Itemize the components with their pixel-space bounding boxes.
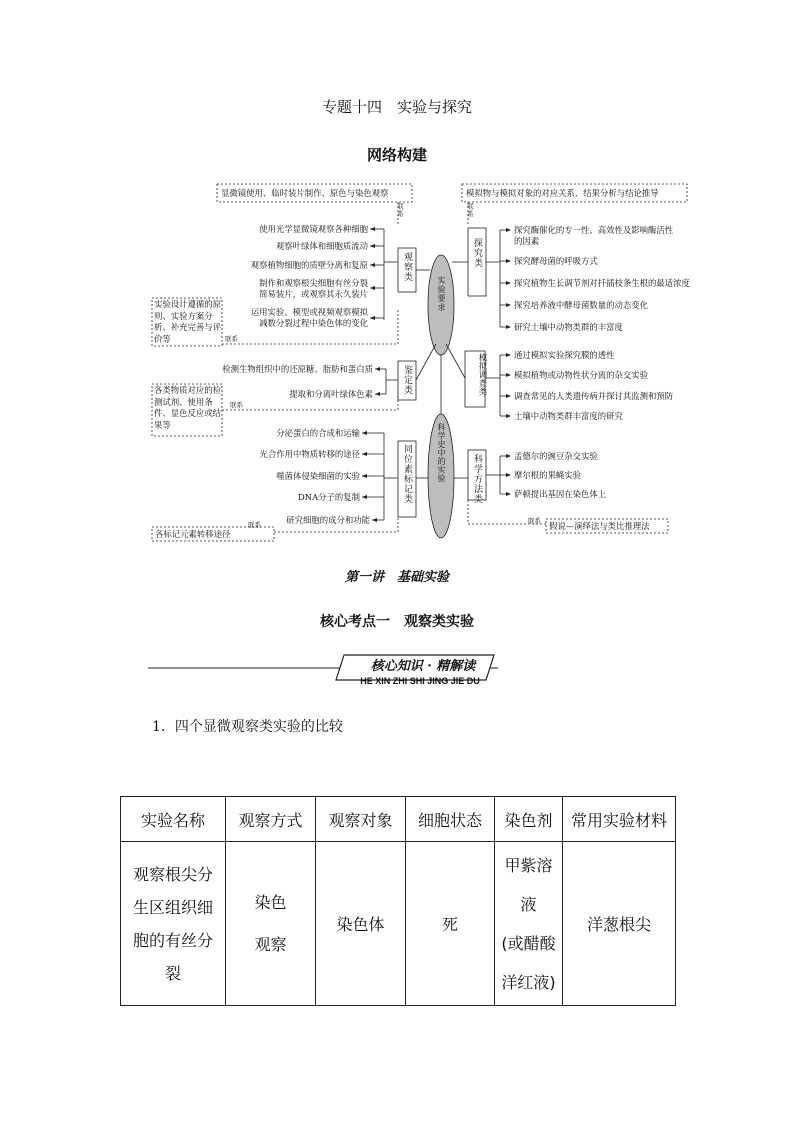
cell-line: 裂 xyxy=(164,963,181,983)
isotope-item: 噬菌体侵染细菌的实验 xyxy=(276,471,360,481)
observe-item: 制作和观察根尖细胞有丝分裂 xyxy=(259,278,368,288)
cell-observe-method xyxy=(226,842,316,1006)
cell-dye xyxy=(495,842,563,1006)
comparison-table xyxy=(120,796,676,1006)
observe-item: 减数分裂过程中染色体的变化 xyxy=(259,318,368,328)
left-note-design: 实验设计遵循的原则、实验方案分析、补充完善与评价等 xyxy=(154,299,221,344)
cell-observe-object: 染色体 xyxy=(316,842,406,1006)
table-header: 染色剂 xyxy=(495,797,563,842)
cell-line: 观察根尖分 xyxy=(132,864,213,884)
observe-item: 使用光学显微镜观察各种细胞 xyxy=(259,224,368,234)
table-header-row xyxy=(121,797,676,842)
isotope-item: DNA分子的复制 xyxy=(298,492,360,502)
model-item: 通过模拟实验探究膜的透性 xyxy=(514,350,615,360)
method-item: 孟德尔的豌豆杂交实验 xyxy=(514,451,598,461)
category-isotope: 同位素标记类 xyxy=(402,444,412,504)
category-observe: 观察类 xyxy=(402,252,412,282)
cell-line: 液 xyxy=(520,894,537,914)
model-item: 土壤中动物类群丰富度的研究 xyxy=(514,411,623,421)
method-item: 萨顿提出基因在染色体上 xyxy=(514,489,607,499)
table-header: 常用实验材料 xyxy=(563,797,676,842)
category-model: 模拟调查类 xyxy=(477,353,487,396)
cell-line: 甲紫溶 xyxy=(504,855,553,875)
cell-line: 胞的有丝分 xyxy=(132,930,213,950)
isotope-item: 研究细胞的成分和功能 xyxy=(286,515,370,525)
explore-item: 探究植物生长调节剂对扦插枝条生根的最适浓度 xyxy=(514,278,690,288)
network-heading: 网络构建 xyxy=(366,146,427,164)
table-header: 细胞状态 xyxy=(406,797,495,842)
core-point-heading: 核心考点一 观察类实验 xyxy=(320,614,474,630)
isotope-item: 分泌蛋白的合成和运输 xyxy=(276,428,360,438)
link-label: 联系 xyxy=(225,335,238,343)
table-header: 观察方式 xyxy=(226,797,316,842)
cell-cell-state: 死 xyxy=(406,842,495,1006)
cell-material: 洋葱根尖 xyxy=(563,842,676,1006)
category-method: 科学方法类 xyxy=(472,454,482,504)
observe-item: 观察叶绿体和细胞质流动 xyxy=(275,241,368,251)
identify-item: 提取和分离叶绿体色素 xyxy=(289,389,373,399)
cell-experiment-name xyxy=(121,842,226,1006)
model-item: 模拟植物或动物性状分离的杂交实验 xyxy=(514,370,648,380)
observe-item: 简易装片，或观察其永久装片 xyxy=(259,289,368,299)
explore-item: 探究培养液中酵母菌数量的动态变化 xyxy=(514,300,648,310)
explore-item: 的因素 xyxy=(514,236,540,246)
link-label: 联系 xyxy=(466,203,474,218)
page-title: 专题十四 实验与探究 xyxy=(321,98,472,116)
identify-item: 检测生物组织中的还原糖、脂肪和蛋白质 xyxy=(222,364,373,374)
isotope-item: 光合作用中物质转移的途径 xyxy=(259,449,360,459)
section-heading: 1．四个显微观察类实验的比较 xyxy=(152,719,343,735)
category-identify: 鉴定类 xyxy=(402,365,412,395)
link-label: 联系 xyxy=(528,517,541,525)
cell-line: (或醋酸 xyxy=(501,933,556,953)
observe-item: 观察植物细胞的质壁分离和复原 xyxy=(250,260,368,270)
center-label-bottom: 科学史中的实验 xyxy=(437,423,446,483)
left-note-isotope: 各标记元素转移途径 xyxy=(155,529,231,539)
model-item: 调查常见的人类遗传病并探讨其监测和预防 xyxy=(514,391,674,401)
banner-title: 核心知识 · 精解读 xyxy=(370,659,476,674)
category-explore: 探究类 xyxy=(472,238,482,268)
method-item: 摩尔根的果蝇实验 xyxy=(514,470,581,480)
explore-item: 研究土壤中动物类群的丰富度 xyxy=(514,322,623,332)
box-top-left-text: 显微镜使用、临时装片制作、原色与染色观察 xyxy=(221,188,389,198)
table-row xyxy=(121,842,676,1006)
observe-item: 运用实验、模型或视频观察模拟 xyxy=(250,307,368,317)
link-label: 联系 xyxy=(396,203,404,218)
table-header: 观察对象 xyxy=(316,797,406,842)
center-label-top: 实验要求 xyxy=(437,276,446,312)
banner-pinyin: HE XIN ZHI SHI JING JIE DU xyxy=(360,676,480,686)
cell-line: 生区组织细 xyxy=(132,897,213,917)
table-header: 实验名称 xyxy=(121,797,226,842)
left-note-reagents: 各类物质对应的检测试剂、使用条件、显色反应或结果等 xyxy=(154,385,221,430)
cell-line: 染色 xyxy=(254,892,287,912)
lecture-heading: 第一讲 基础实验 xyxy=(344,570,449,585)
cell-line: 观察 xyxy=(254,934,287,954)
link-label: 联系 xyxy=(230,401,243,409)
explore-item: 探究酵母菌的呼吸方式 xyxy=(514,256,598,266)
box-top-right-text: 模拟物与模拟对象的对应关系、结果分析与结论推导 xyxy=(466,188,659,198)
right-note-method: 假说—演绎法与类比推理法 xyxy=(549,521,650,531)
cell-line: 洋红液) xyxy=(501,972,556,992)
link-label: 联系 xyxy=(248,521,261,529)
explore-item: 探究酶催化的专一性、高效性及影响酶活性 xyxy=(514,225,674,235)
